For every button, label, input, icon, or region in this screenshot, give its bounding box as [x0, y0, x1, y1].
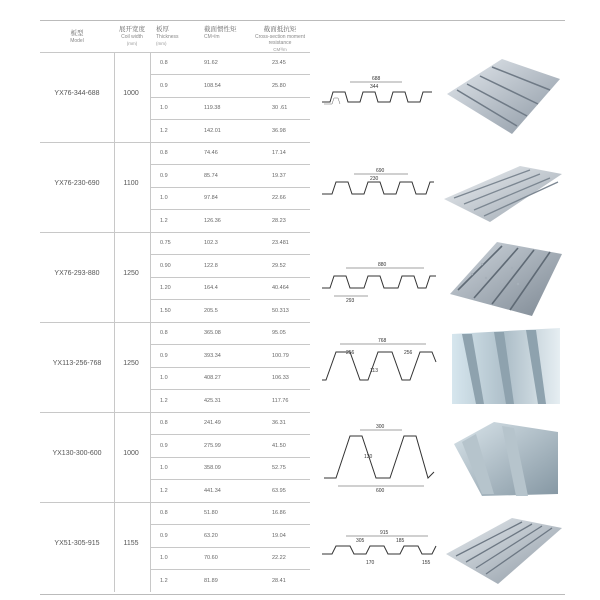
thickness-cell: 0.8	[160, 510, 168, 516]
resistance-cell: 50.313	[272, 308, 289, 314]
thickness-cell: 0.9	[160, 533, 168, 539]
profile-label: 300	[376, 424, 385, 430]
profile-diagram	[320, 502, 440, 592]
coil-width: 1155	[123, 540, 139, 547]
inertia-cell: 393.34	[204, 353, 221, 359]
inertia-cell: 74.46	[204, 150, 218, 156]
thickness-cell: 0.8	[160, 330, 168, 336]
inertia-cell: 122.8	[204, 263, 218, 269]
resistance-cell: 36.31	[272, 420, 286, 426]
inertia-cell: 51.80	[204, 510, 218, 516]
product-photo	[442, 234, 564, 320]
thickness-cell: 1.2	[160, 578, 168, 584]
inertia-cell: 365.08	[204, 330, 221, 336]
resistance-cell: 52.75	[272, 465, 286, 471]
thickness-cell: 1.0	[160, 555, 168, 561]
thickness-cell: 1.2	[160, 128, 168, 134]
inertia-cell: 81.89	[204, 578, 218, 584]
resistance-cell: 28.41	[272, 578, 286, 584]
header-model	[40, 30, 114, 44]
header-resistance-cn: 截面抵抗矩	[263, 26, 297, 33]
resistance-cell: 22.22	[272, 555, 286, 561]
resistance-cell: 30 .61	[272, 105, 288, 111]
profile-label: 185	[396, 538, 405, 544]
product-group	[40, 322, 565, 412]
coil-width: 1000	[123, 450, 139, 457]
thickness-cell: 1.2	[160, 488, 168, 494]
model-name: YX76-230-690	[54, 180, 100, 187]
thickness-cell: 0.75	[160, 240, 171, 246]
thickness-cell: 0.9	[160, 173, 168, 179]
header-model-cn: 板型	[70, 30, 84, 37]
profile-label: 768	[378, 338, 387, 344]
resistance-cell: 19.37	[272, 173, 286, 179]
product-photo	[442, 414, 564, 500]
inertia-cell: 441.34	[204, 488, 221, 494]
resistance-cell: 95.05	[272, 330, 286, 336]
thickness-cell: 0.8	[160, 150, 168, 156]
profile-label: 155	[422, 560, 431, 566]
resistance-cell: 19.04	[272, 533, 286, 539]
thickness-cell: 1.2	[160, 398, 168, 404]
header-resistance-en: Cross-section moment resistance	[254, 33, 305, 46]
resistance-cell: 100.79	[272, 353, 289, 359]
header-resistance-unit: CM³/m	[273, 46, 287, 52]
profile-label: 600	[376, 488, 385, 494]
product-group	[40, 502, 565, 592]
resistance-cell: 23.481	[272, 240, 289, 246]
product-group	[40, 142, 565, 232]
inertia-cell: 425.31	[204, 398, 221, 404]
inertia-cell: 97.84	[204, 195, 218, 201]
inertia-cell: 142.01	[204, 128, 221, 134]
inertia-cell: 102.3	[204, 240, 218, 246]
inertia-cell: 85.74	[204, 173, 218, 179]
resistance-cell: 29.52	[272, 263, 286, 269]
header-thickness-cn: 板厚	[156, 26, 169, 33]
profile-label: 305	[356, 538, 365, 544]
profile-label: 293	[346, 298, 355, 304]
product-photo	[442, 144, 564, 230]
profile-label: 170	[366, 560, 375, 566]
thickness-cell: 0.9	[160, 83, 168, 89]
thickness-cell: 1.0	[160, 195, 168, 201]
coil-width: 1250	[123, 270, 139, 277]
thickness-cell: 1.50	[160, 308, 171, 314]
thickness-cell: 0.9	[160, 353, 168, 359]
profile-label: 690	[376, 168, 385, 174]
inertia-cell: 358.09	[204, 465, 221, 471]
model-name: YX130-300-600	[52, 450, 102, 457]
header-model-en: Model	[70, 37, 84, 44]
inertia-cell: 63.20	[204, 533, 218, 539]
header-thickness-en: Thickness	[156, 33, 179, 40]
header-coil-en: Coil width	[121, 33, 143, 40]
resistance-cell: 16.86	[272, 510, 286, 516]
profile-label: 130	[364, 454, 373, 460]
profile-label: 113	[370, 368, 378, 374]
coil-width: 1100	[123, 180, 139, 187]
profile-label: 256	[404, 350, 413, 356]
model-name: YX76-344-688	[54, 90, 100, 97]
inertia-cell: 205.5	[204, 308, 218, 314]
inertia-cell: 275.99	[204, 443, 221, 449]
inertia-cell: 126.36	[204, 218, 221, 224]
product-group	[40, 412, 565, 502]
resistance-cell: 63.95	[272, 488, 286, 494]
header-coil-cn: 展开宽度	[119, 26, 145, 33]
resistance-cell: 41.50	[272, 443, 286, 449]
model-name: YX76-293-880	[54, 270, 100, 277]
thickness-cell: 0.8	[160, 420, 168, 426]
header-coil	[114, 26, 150, 47]
resistance-cell: 25.80	[272, 83, 286, 89]
resistance-cell: 36.98	[272, 128, 286, 134]
resistance-cell: 17.14	[272, 150, 286, 156]
header-inertia-unit: CM⁴/m	[204, 33, 220, 40]
resistance-cell: 22.66	[272, 195, 286, 201]
product-group	[40, 232, 565, 322]
header-coil-unit: (mm)	[126, 40, 138, 46]
thickness-cell: 1.0	[160, 375, 168, 381]
thickness-cell: 0.9	[160, 443, 168, 449]
model-name: YX113-256-768	[52, 360, 102, 367]
profile-label: 915	[380, 530, 389, 536]
thickness-cell: 1.0	[160, 105, 168, 111]
coil-width: 1000	[123, 90, 139, 97]
resistance-cell: 40.464	[272, 285, 289, 291]
thickness-cell: 0.8	[160, 60, 168, 66]
inertia-cell: 70.60	[204, 555, 218, 561]
product-photo	[442, 324, 564, 410]
model-name: YX51-305-915	[54, 540, 100, 547]
header-resistance	[245, 26, 315, 53]
inertia-cell: 164.4	[204, 285, 218, 291]
profile-diagram	[320, 52, 440, 142]
profile-diagram	[320, 142, 440, 232]
profile-label: 688	[372, 76, 381, 82]
spec-table	[40, 20, 565, 595]
thickness-cell: 1.20	[160, 285, 171, 291]
product-group	[40, 52, 565, 142]
resistance-cell: 23.45	[272, 60, 286, 66]
inertia-cell: 241.49	[204, 420, 221, 426]
resistance-cell: 106.33	[272, 375, 289, 381]
product-photo	[442, 54, 564, 140]
profile-diagram	[320, 322, 440, 412]
profile-label: 880	[378, 262, 387, 268]
thickness-cell: 1.0	[160, 465, 168, 471]
coil-width: 1250	[123, 360, 139, 367]
resistance-cell: 28.23	[272, 218, 286, 224]
profile-label: 344	[370, 84, 379, 90]
thickness-cell: 0.90	[160, 263, 171, 269]
header-inertia-cn: 截面惯性矩	[204, 26, 237, 33]
inertia-cell: 91.62	[204, 60, 218, 66]
product-photo	[442, 504, 564, 590]
inertia-cell: 108.54	[204, 83, 221, 89]
top-rule	[40, 20, 565, 21]
inertia-cell: 408.27	[204, 375, 221, 381]
profile-label: 256	[346, 350, 355, 356]
inertia-cell: 119.38	[204, 105, 221, 111]
resistance-cell: 117.76	[272, 398, 289, 404]
header-thickness-unit: (mm)	[156, 40, 167, 46]
bottom-rule	[40, 594, 565, 595]
profile-diagram	[320, 232, 440, 322]
profile-diagram	[320, 412, 440, 502]
profile-label: 230	[370, 176, 379, 182]
thickness-cell: 1.2	[160, 218, 168, 224]
